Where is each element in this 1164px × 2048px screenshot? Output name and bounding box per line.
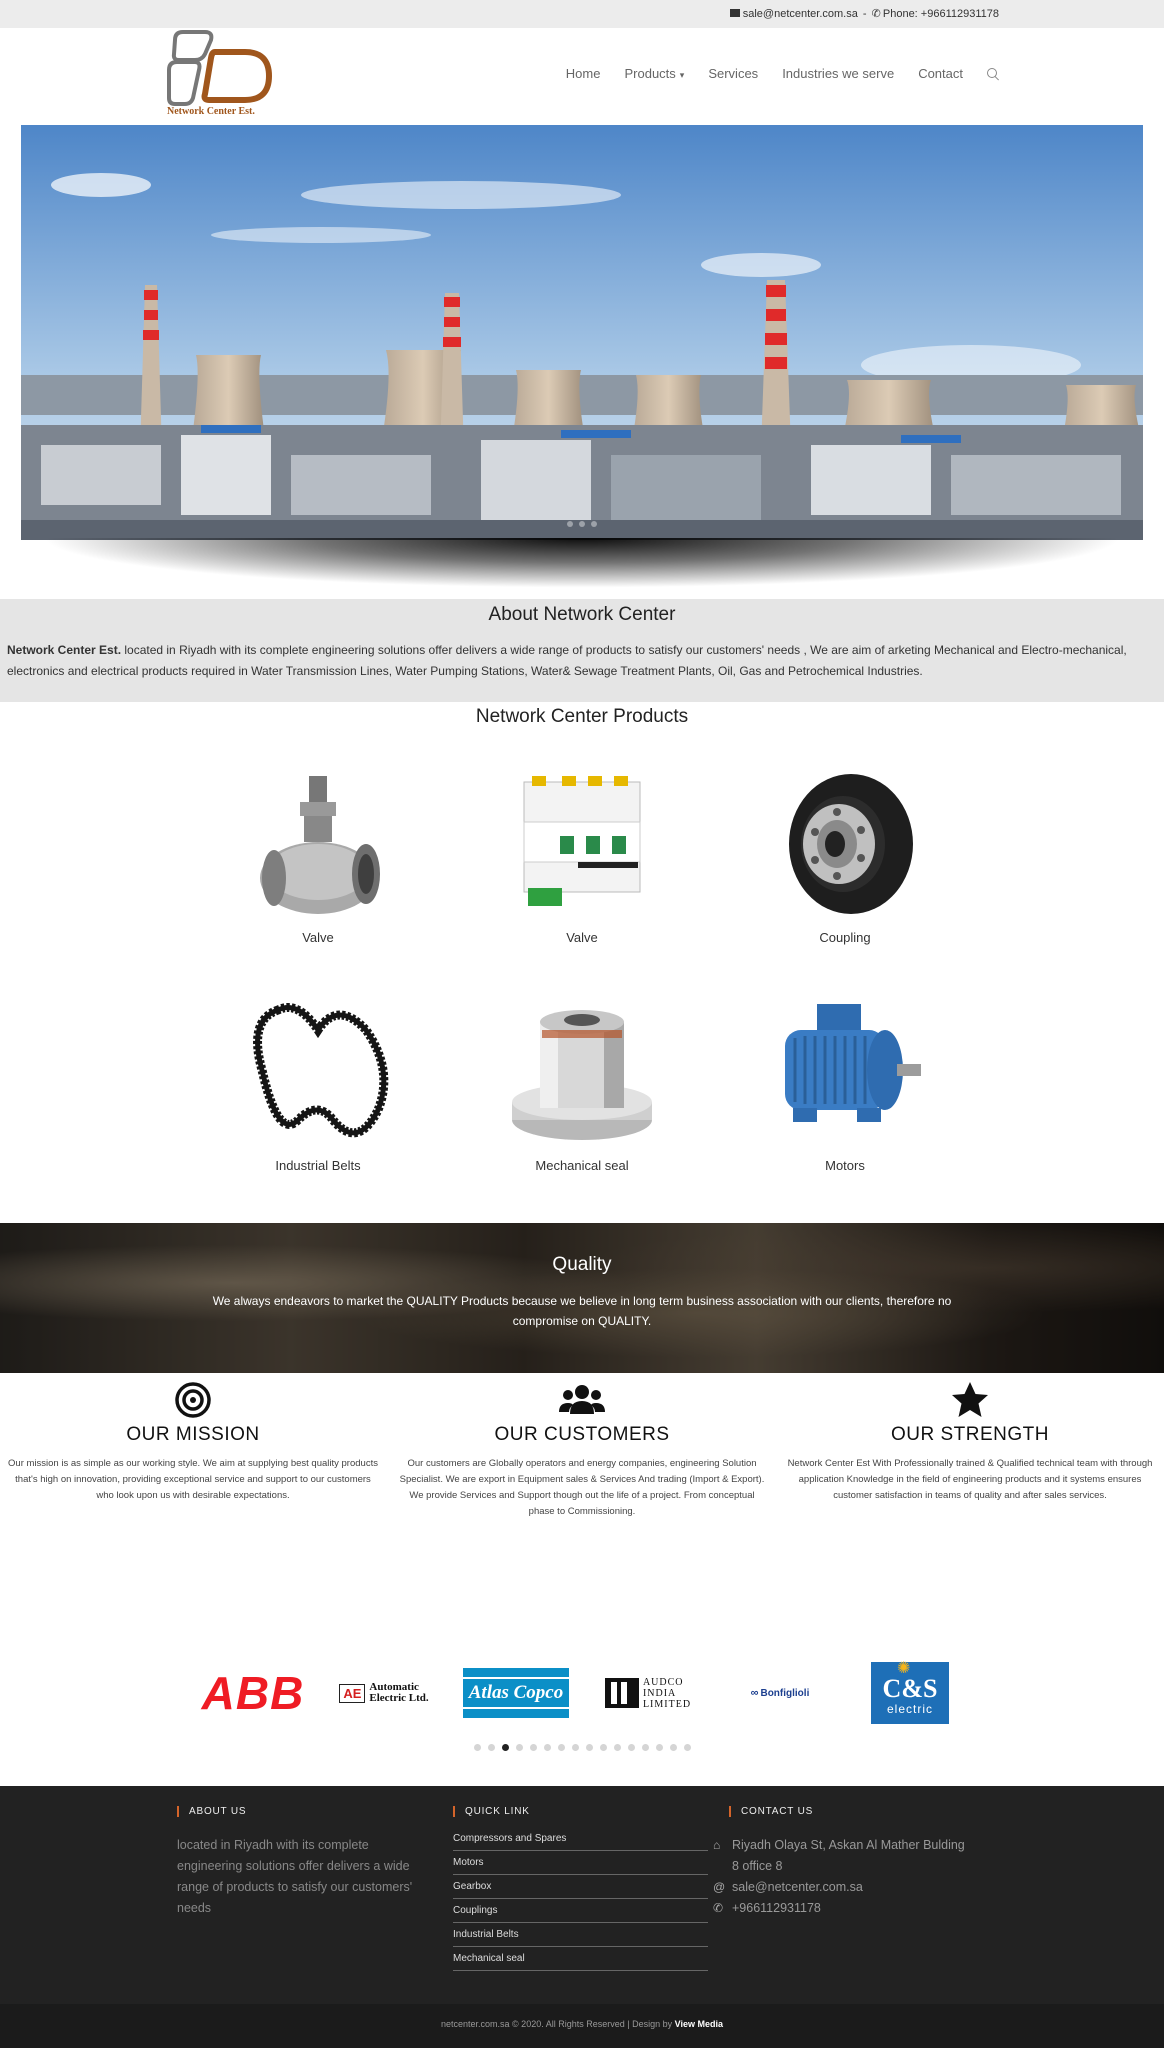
about-body: located in Riyadh with its complete engineering solutions offer delivers a wide range of products to satisfy our customers' needs , We are aim of arketing Mechanical and Electro-mechanical, electronics and electrical products required in Water Transmission Lines, Water Pumping Stations, Water& Sewage Treatment Plants, Oil, Gas and Petrochemical Industries. xyxy=(7,643,1127,678)
carousel-dot[interactable] xyxy=(530,1744,537,1751)
nav-products-label: Products xyxy=(624,66,676,81)
nav-products[interactable] xyxy=(624,66,684,81)
brand-atlas-copco[interactable] xyxy=(463,1663,569,1723)
footer-link[interactable]: Motors xyxy=(453,1851,708,1875)
feature-mission xyxy=(8,1378,378,1504)
product-label[interactable]: Valve xyxy=(566,930,598,945)
carousel-dot[interactable] xyxy=(586,1744,593,1751)
footer-link[interactable]: Gearbox xyxy=(453,1875,708,1899)
nav-home[interactable]: Home xyxy=(565,66,601,81)
ae-logo-text xyxy=(369,1682,428,1704)
search-icon[interactable] xyxy=(987,68,999,80)
product-card[interactable] xyxy=(755,762,935,945)
carousel-dot[interactable] xyxy=(642,1744,649,1751)
product-card[interactable] xyxy=(492,990,672,1173)
top-separator: - xyxy=(862,8,867,20)
main-nav xyxy=(566,66,999,81)
motor-icon xyxy=(765,990,925,1150)
logo-text: Network Center Est. xyxy=(167,106,255,117)
sun-icon: ✺ xyxy=(897,1660,911,1677)
products-title: Network Center Products xyxy=(475,706,689,727)
phone-icon: ✆ xyxy=(871,8,881,20)
nav-services[interactable]: Services xyxy=(708,66,759,81)
footer-email-row xyxy=(713,1877,973,1898)
brand-audco[interactable] xyxy=(598,1663,698,1723)
feature-text: Our mission is as simple as our working style. We aim at supplying best quality products that's high on innovation, providing exceptional service and support to our customers who look upon us with desirable expectations. xyxy=(8,1458,378,1501)
feature-title: OUR CUSTOMERS xyxy=(494,1424,670,1445)
carousel-dot[interactable] xyxy=(656,1744,663,1751)
feature-title: OUR MISSION xyxy=(126,1424,260,1445)
chevron-down-icon: ▾ xyxy=(679,70,685,80)
footer-about xyxy=(177,1806,417,1919)
circuit-breaker-icon xyxy=(502,762,662,922)
footer-phone-row xyxy=(713,1898,973,1919)
brand-bonfiglioli[interactable] xyxy=(730,1663,830,1723)
product-card[interactable] xyxy=(228,762,408,945)
carousel-dot[interactable] xyxy=(600,1744,607,1751)
carousel-dot[interactable] xyxy=(572,1744,579,1751)
carousel-dot[interactable] xyxy=(670,1744,677,1751)
brand-cs-electric[interactable] xyxy=(860,1660,960,1723)
brand-abb[interactable] xyxy=(198,1663,308,1723)
top-bar xyxy=(0,0,1164,28)
footer-link[interactable]: Compressors and Spares xyxy=(453,1827,708,1851)
envelope-icon xyxy=(730,9,740,17)
footer-quick-heading: QUICK LINK xyxy=(453,1806,708,1817)
about-title: About Network Center xyxy=(488,604,676,625)
carousel-dot[interactable] xyxy=(502,1744,509,1751)
star-icon xyxy=(785,1378,1155,1418)
footer xyxy=(0,1786,1164,2004)
logo[interactable] xyxy=(165,28,275,122)
power-plant-image xyxy=(21,125,1143,540)
product-label[interactable]: Coupling xyxy=(819,930,871,945)
top-phone: Phone: +966112931178 xyxy=(882,8,999,20)
hero-shadow xyxy=(40,538,1124,588)
hero-dot[interactable] xyxy=(567,521,573,527)
product-card[interactable] xyxy=(228,990,408,1173)
audco-line1: AUDCO xyxy=(642,1676,684,1688)
product-card[interactable] xyxy=(755,990,935,1173)
brand-automatic-electric[interactable] xyxy=(334,1663,434,1723)
footer-about-text: located in Riyadh with its complete engineering solutions offer delivers a wide range of products to satisfy our customers' needs xyxy=(177,1838,413,1915)
atlas-logo-text: Atlas Copco xyxy=(468,1682,564,1703)
product-label[interactable]: Motors xyxy=(825,1158,865,1173)
target-icon xyxy=(8,1378,378,1418)
logo-mark-icon xyxy=(165,28,275,108)
top-email[interactable]: sale@netcenter.com.sa xyxy=(742,8,858,20)
coupling-icon xyxy=(765,762,925,922)
carousel-dot[interactable] xyxy=(684,1744,691,1751)
phone-icon: ✆ xyxy=(713,1901,724,1915)
mechanical-seal-icon xyxy=(502,990,662,1150)
bonfiglioli-logo-text: Bonfiglioli xyxy=(760,1687,810,1699)
valve-icon xyxy=(238,762,398,922)
feature-title: OUR STRENGTH xyxy=(891,1424,1049,1445)
carousel-dot[interactable] xyxy=(628,1744,635,1751)
top-contact xyxy=(730,7,999,20)
hero-pagination xyxy=(21,514,1143,532)
brand-carousel-pagination xyxy=(0,1738,1164,1756)
home-icon: ⌂ xyxy=(713,1838,721,1852)
cs-logo xyxy=(871,1662,949,1724)
copyright-bar xyxy=(0,2004,1164,2048)
quality-text: We always endeavors to market the QUALITY Products because we believe in long term business association with our clients, therefore no compromise on QUALITY. xyxy=(212,1294,952,1328)
footer-about-heading: ABOUT US xyxy=(177,1806,417,1817)
footer-contact xyxy=(713,1806,973,1919)
product-label[interactable]: Valve xyxy=(302,930,334,945)
audco-logo-text xyxy=(643,1677,691,1710)
quality-title: Quality xyxy=(552,1254,612,1275)
hero-dot[interactable] xyxy=(591,521,597,527)
hero-dot[interactable] xyxy=(579,521,585,527)
belt-icon xyxy=(238,990,398,1150)
at-icon: @ xyxy=(713,1880,726,1894)
product-label[interactable]: Mechanical seal xyxy=(535,1158,629,1173)
product-label[interactable]: Industrial Belts xyxy=(275,1158,361,1173)
feature-text: Our customers are Globally operators and energy companies, engineering Solution Specialist. We are export in Equipment sales & Services And trading (Import & Export). We provide Services and Support though out the life of a project. From conceptual phase to Commissioning. xyxy=(399,1458,765,1517)
footer-address-row xyxy=(713,1835,973,1877)
about-company: Network Center Est. xyxy=(7,643,122,657)
copyright-text: netcenter.com.sa © 2020. All Rights Reserved | Design by xyxy=(441,2019,675,2029)
product-card[interactable] xyxy=(492,762,672,945)
nav-contact[interactable]: Contact xyxy=(918,66,963,81)
carousel-dot[interactable] xyxy=(544,1744,551,1751)
bonfiglioli-mark-icon: ∞ xyxy=(750,1687,759,1699)
atlas-logo xyxy=(463,1668,569,1718)
nav-industries[interactable]: Industries we serve xyxy=(782,66,895,81)
audco-line3: LIMITED xyxy=(642,1698,692,1710)
ae-badge: AE xyxy=(339,1684,365,1703)
ae-line1: Automatic xyxy=(369,1681,419,1693)
footer-contact-heading: CONTACT US xyxy=(729,1806,973,1817)
audco-mark-icon xyxy=(605,1678,639,1708)
about-section xyxy=(0,599,1164,702)
abb-logo-text: ABB xyxy=(201,1667,305,1719)
users-icon xyxy=(397,1378,767,1418)
quality-banner xyxy=(0,1223,1164,1373)
about-text xyxy=(7,640,1147,682)
footer-link[interactable]: Mechanical seal xyxy=(453,1947,708,1971)
footer-email[interactable]: sale@netcenter.com.sa xyxy=(732,1880,863,1894)
audco-line2: INDIA xyxy=(642,1687,677,1699)
feature-strength xyxy=(785,1378,1155,1504)
footer-link[interactable]: Industrial Belts xyxy=(453,1923,708,1947)
footer-phone: +966112931178 xyxy=(732,1901,821,1915)
ae-line2: Electric Ltd. xyxy=(369,1692,429,1704)
hero-slider[interactable] xyxy=(21,125,1143,540)
carousel-dot[interactable] xyxy=(558,1744,565,1751)
feature-text: Network Center Est With Professionally trained & Qualified technical team with through application Knowledge in the field of engineering products and it systems ensures customer satisfaction in teams of quality and after sales services. xyxy=(787,1458,1153,1501)
cs-line1: C&S xyxy=(882,1674,938,1703)
site-header xyxy=(0,28,1164,124)
carousel-dot[interactable] xyxy=(516,1744,523,1751)
feature-customers xyxy=(397,1378,767,1520)
carousel-dot[interactable] xyxy=(474,1744,481,1751)
footer-quick-links xyxy=(453,1806,708,1971)
designer-link[interactable]: View Media xyxy=(674,2019,723,2029)
carousel-dot[interactable] xyxy=(488,1744,495,1751)
carousel-dot[interactable] xyxy=(614,1744,621,1751)
cs-line2: electric xyxy=(886,1702,933,1716)
footer-link[interactable]: Couplings xyxy=(453,1899,708,1923)
footer-address: Riyadh Olaya St, Askan Al Mather Bulding 8 office 8 xyxy=(732,1838,965,1873)
